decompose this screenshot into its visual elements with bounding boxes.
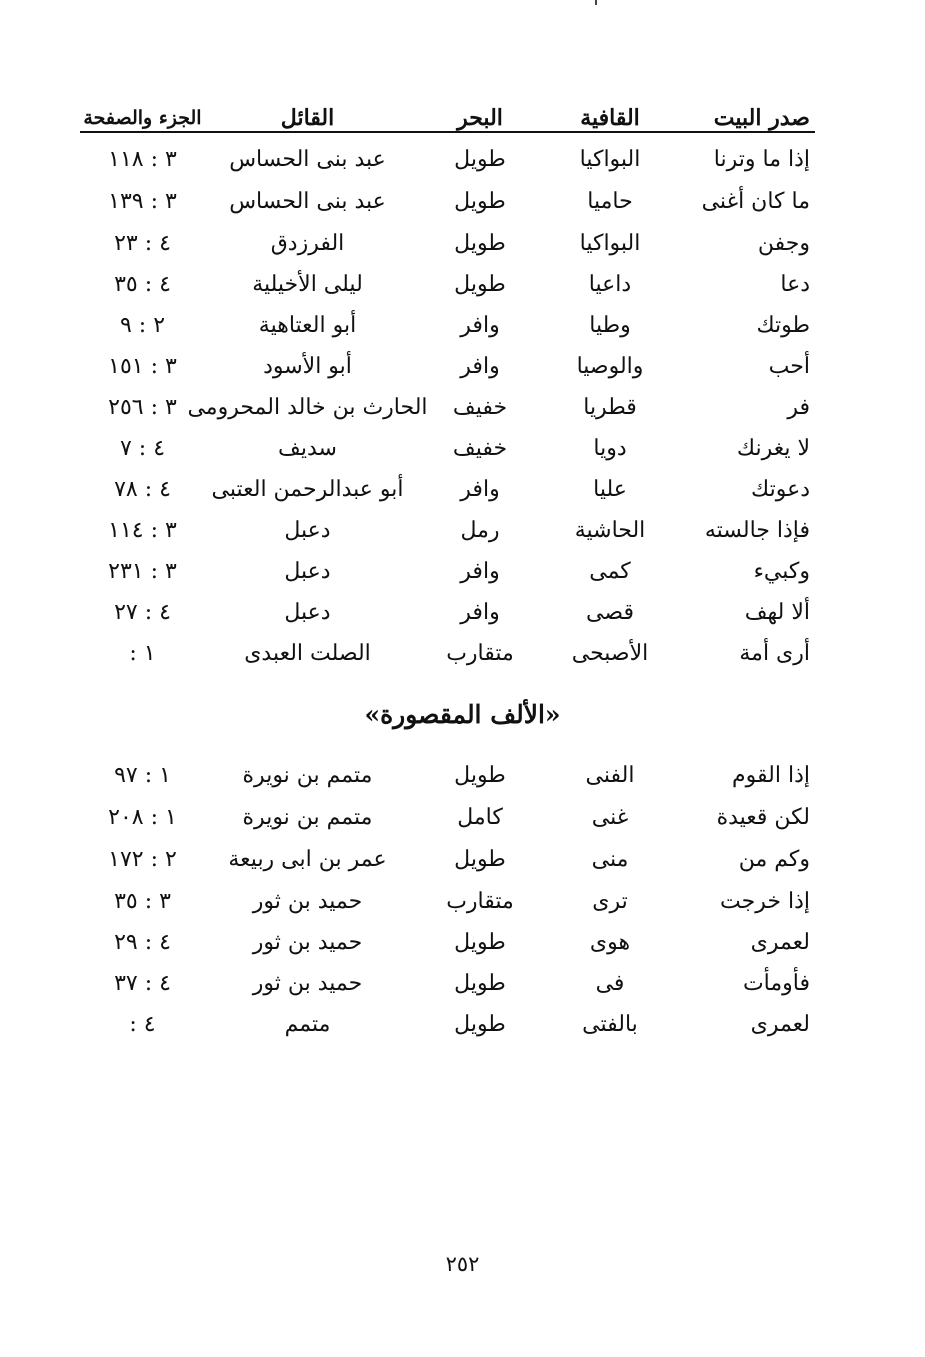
cell-qafia: ترى [592, 889, 628, 914]
cell-page: ٤ : ٧ [119, 436, 166, 461]
cell-page: ٤ : ٢٩ [114, 930, 171, 955]
table-row [0, 306, 925, 346]
header-divider [80, 131, 815, 133]
cell-sadr: أرى أمة [739, 641, 810, 666]
cell-bahr: وافر [460, 313, 500, 338]
cell-qafia: هوى [589, 930, 631, 955]
cell-page: ٣ : ١١٤ [108, 518, 177, 543]
cell-qafia: داعيا [588, 272, 632, 297]
cell-qail: حميد بن ثور [252, 971, 363, 996]
cell-qafia: غنى [591, 805, 629, 830]
cell-sadr: إذا ما وترنا [713, 147, 810, 172]
cell-qail: الحارث بن خالد المحرومى [187, 395, 428, 420]
cell-qafia: دويا [593, 436, 627, 461]
cell-sadr: فر [787, 395, 810, 420]
cell-bahr: طويل [454, 763, 506, 788]
cell-qail: الصلت العبدى [244, 641, 371, 666]
cell-sadr: إذا القوم [732, 763, 810, 788]
cell-qafia: الحاشية [574, 518, 646, 543]
cell-page: ٣ : ١٥١ [108, 354, 177, 379]
cell-bahr: طويل [454, 971, 506, 996]
cell-sadr: وجفن [757, 231, 810, 256]
table-row [0, 470, 925, 510]
header-bahr: البحر [457, 105, 503, 131]
cell-qail: سديف [278, 436, 337, 461]
scan-speck [595, 0, 597, 5]
table-row [0, 388, 925, 428]
cell-sadr: طوتك [756, 313, 810, 338]
cell-qail: دعبل [284, 559, 331, 584]
cell-sadr: لكن قعيدة [716, 805, 810, 830]
cell-sadr: فأومأت [742, 971, 810, 996]
cell-bahr: وافر [460, 600, 500, 625]
cell-qafia: حاميا [587, 189, 633, 214]
cell-page: ٤ : ٧٨ [114, 477, 171, 502]
cell-bahr: متقارب [446, 641, 514, 666]
header-sadr: صدر البيت [713, 105, 810, 131]
cell-page: ٤ : [129, 1012, 156, 1037]
table-row [0, 552, 925, 592]
cell-bahr: وافر [460, 477, 500, 502]
table-row [0, 964, 925, 1004]
header-qail: القائل [280, 105, 335, 131]
cell-qafia: وطيا [589, 313, 631, 338]
cell-sadr: وكبيء [753, 559, 810, 584]
cell-sadr: لا يغرنك [736, 436, 810, 461]
cell-qafia: الأصبحى [571, 641, 649, 666]
cell-bahr: طويل [454, 847, 506, 872]
cell-sadr: لعمرى [750, 1012, 810, 1037]
cell-bahr: رمل [460, 518, 500, 543]
cell-sadr: أحب [768, 354, 810, 379]
cell-qail: دعبل [284, 518, 331, 543]
cell-page: ٤ : ٣٥ [114, 272, 171, 297]
table-row [0, 798, 925, 838]
table-row [0, 1005, 925, 1045]
cell-qail: متمم بن نويرة [242, 805, 373, 830]
cell-sadr: إذا خرجت [720, 889, 810, 914]
cell-qail: حميد بن ثور [252, 889, 363, 914]
table-row [0, 511, 925, 551]
section-title: «الألف المقصورة» [364, 700, 561, 729]
cell-bahr: وافر [460, 354, 500, 379]
cell-qafia: قطريا [583, 395, 637, 420]
cell-sadr: ما كان أغنى [701, 189, 810, 214]
cell-sadr: دعا [780, 272, 810, 297]
cell-page: ٢ : ١٧٢ [108, 847, 177, 872]
cell-page: ٤ : ٣٧ [114, 971, 171, 996]
cell-bahr: طويل [454, 189, 506, 214]
cell-bahr: خفيف [452, 395, 508, 420]
cell-qail: أبو الأسود [263, 354, 352, 379]
cell-qail: عمر بن ابى ربيعة [228, 847, 387, 872]
table-row [0, 756, 925, 796]
cell-qail: دعبل [284, 600, 331, 625]
table-row [0, 429, 925, 469]
table-row [0, 882, 925, 922]
cell-sadr: دعوتك [751, 477, 810, 502]
cell-page: ١ : ٩٧ [114, 763, 171, 788]
cell-bahr: متقارب [446, 889, 514, 914]
cell-bahr: وافر [460, 559, 500, 584]
cell-bahr: طويل [454, 1012, 506, 1037]
cell-qail: ليلى الأخيلية [252, 272, 363, 297]
cell-bahr: كامل [457, 805, 503, 830]
cell-qafia: البواكيا [579, 231, 641, 256]
cell-qail: أبو عبدالرحمن العتبى [211, 477, 404, 502]
cell-qafia: قصى [586, 600, 634, 625]
cell-qafia: بالفتى [582, 1012, 638, 1037]
page-number: ٢٥٢ [445, 1252, 480, 1276]
header-page: الجزء والصفحة [83, 107, 202, 129]
cell-qafia: منى [591, 847, 629, 872]
cell-bahr: طويل [454, 147, 506, 172]
table-row [0, 593, 925, 633]
cell-bahr: طويل [454, 231, 506, 256]
table-row [0, 347, 925, 387]
table-row [0, 840, 925, 880]
table-row [0, 265, 925, 305]
cell-page: ٤ : ٢٣ [114, 231, 171, 256]
cell-qafia: والوصيا [576, 354, 644, 379]
cell-qail: أبو العتاهية [258, 313, 357, 338]
cell-page: ٣ : ٣٥ [114, 889, 171, 914]
cell-qail: عبد بنى الحساس [229, 189, 386, 214]
table-row [0, 182, 925, 222]
table-row [0, 140, 925, 180]
header-qafia: القافية [580, 105, 640, 131]
cell-qail: متمم [284, 1012, 331, 1037]
cell-page: ١ : [129, 641, 156, 666]
table-row [0, 224, 925, 264]
cell-sadr: ألا لهف [744, 600, 810, 625]
table-row [0, 923, 925, 963]
cell-page: ٣ : ٢٥٦ [108, 395, 177, 420]
cell-qail: حميد بن ثور [252, 930, 363, 955]
cell-page: ٢ : ٩ [119, 313, 166, 338]
cell-qafia: كمى [589, 559, 631, 584]
cell-bahr: طويل [454, 272, 506, 297]
cell-qafia: فى [595, 971, 625, 996]
cell-page: ٣ : ١٣٩ [108, 189, 177, 214]
cell-qafia: عليا [593, 477, 627, 502]
cell-qafia: الفنى [585, 763, 635, 788]
cell-qail: الفرزدق [270, 231, 345, 256]
cell-bahr: خفيف [452, 436, 508, 461]
cell-page: ٣ : ٢٣١ [108, 559, 177, 584]
cell-page: ١ : ٢٠٨ [108, 805, 177, 830]
cell-qail: متمم بن نويرة [242, 763, 373, 788]
cell-sadr: وكم من [738, 847, 810, 872]
cell-page: ٣ : ١١٨ [108, 147, 177, 172]
cell-sadr: لعمرى [750, 930, 810, 955]
cell-sadr: فإذا جالسته [704, 518, 810, 543]
cell-bahr: طويل [454, 930, 506, 955]
cell-qail: عبد بنى الحساس [229, 147, 386, 172]
cell-page: ٤ : ٢٧ [114, 600, 171, 625]
table-row [0, 634, 925, 674]
cell-qafia: البواكيا [579, 147, 641, 172]
